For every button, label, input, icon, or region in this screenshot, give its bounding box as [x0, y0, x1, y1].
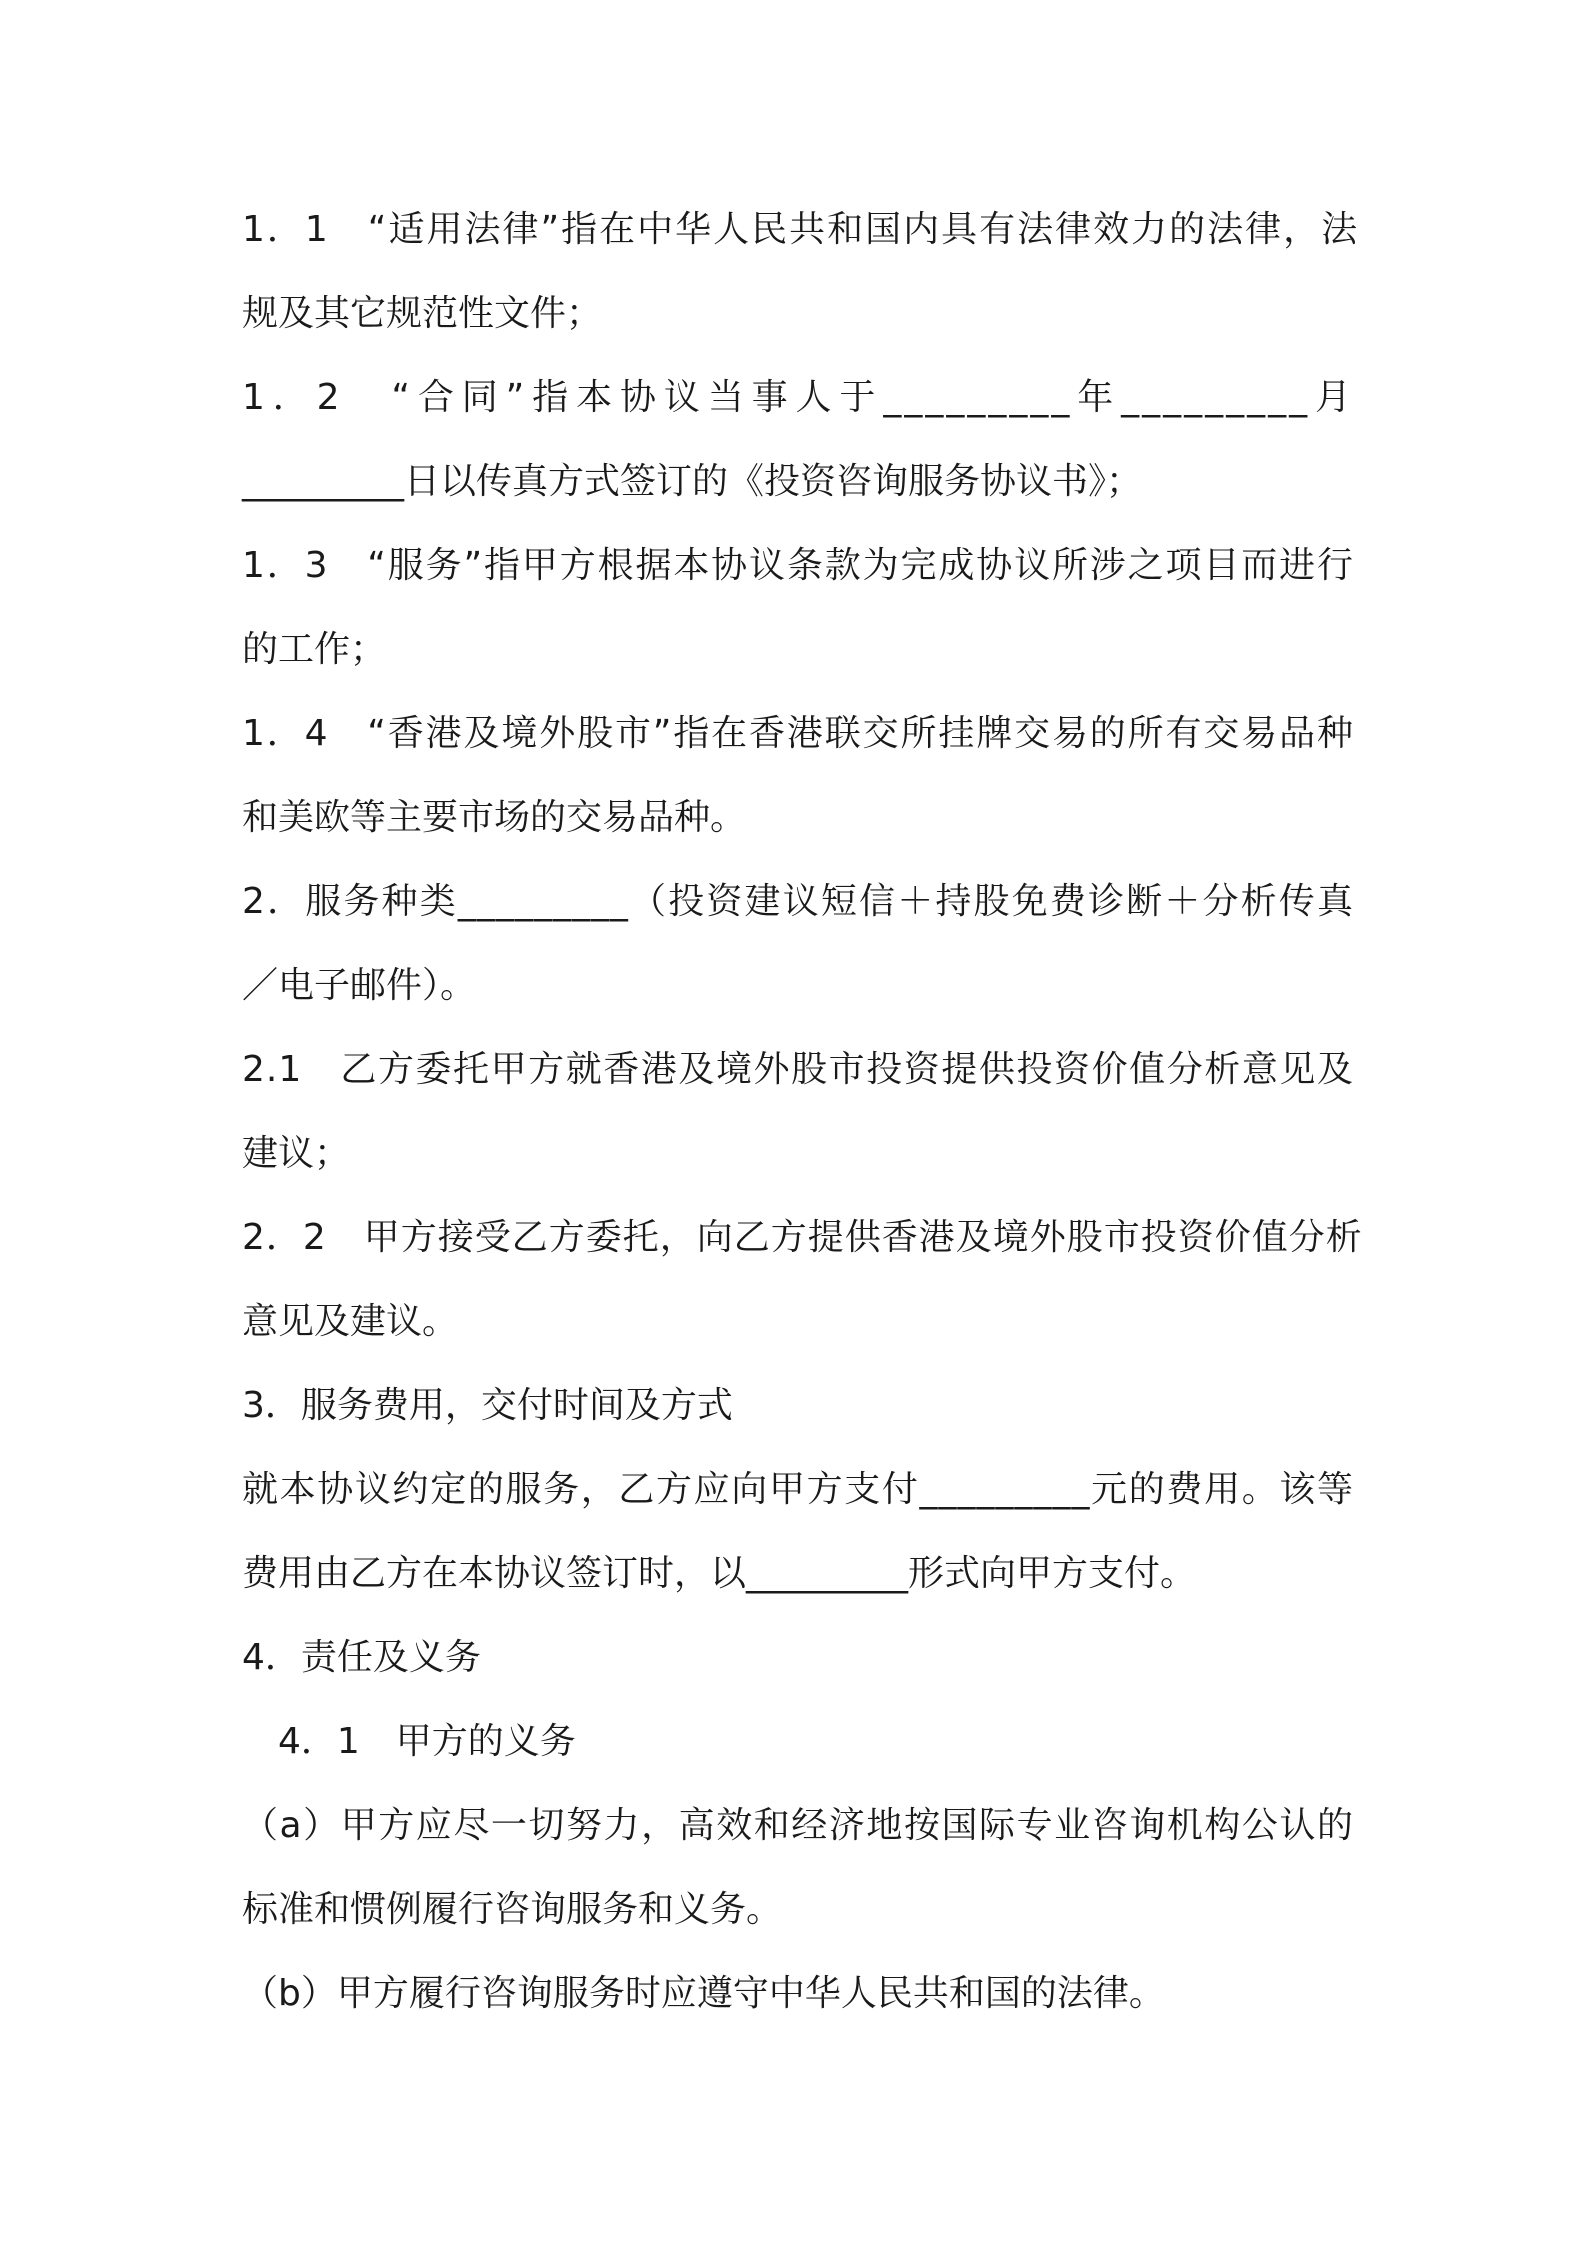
clause-2-line-2: ／电子邮件）。	[242, 965, 477, 1006]
clause-4-1-heading: 4．1 甲方的义务	[278, 1721, 576, 1762]
clause-2-2-line-2: 意见及建议。	[242, 1301, 459, 1342]
clause-1-1-line-2: 规及其它规范性文件；	[242, 293, 603, 334]
clause-1-4-line-1: 1．4 “香港及境外股市”指在香港联交所挂牌交易的所有交易品种	[242, 713, 1354, 754]
clause-3-heading: 3．服务费用，交付时间及方式	[242, 1385, 733, 1426]
clause-1-3-line-1: 1．3 “服务”指甲方根据本协议条款为完成协议所涉之项目而进行	[242, 545, 1354, 586]
clause-2-1-line-1: 2.1 乙方委托甲方就香港及境外股市投资提供投资价值分析意见及	[242, 1049, 1354, 1090]
clause-1-4-line-2: 和美欧等主要市场的交易品种。	[242, 797, 747, 838]
clause-4-heading: 4．责任及义务	[242, 1637, 481, 1678]
clause-1-1-line-1: 1．1 “适用法律”指在中华人民共和国内具有法律效力的法律，法	[242, 209, 1360, 250]
clause-4-1-a-line-1: （a）甲方应尽一切努力，高效和经济地按国际专业咨询机构公认的	[242, 1805, 1354, 1846]
clause-4-1-a-line-2: 标准和惯例履行咨询服务和义务。	[242, 1889, 783, 1930]
clause-3-line-2: 费用由乙方在本协议签订时，以_________形式向甲方支付。	[242, 1553, 1197, 1594]
clause-2-line-1: 2．服务种类_________（投资建议短信＋持股免费诊断＋分析传真	[242, 881, 1354, 922]
clause-1-2-line-2: _________日以传真方式签订的《投资咨询服务协议书》；	[242, 461, 1143, 502]
clause-2-2-line-1: 2．2 甲方接受乙方委托，向乙方提供香港及境外股市投资价值分析	[242, 1217, 1363, 1258]
clause-1-3-line-2: 的工作；	[242, 629, 387, 670]
clause-1-2-line-1: 1．2 “合同”指本协议当事人于_________年_________月	[242, 377, 1354, 418]
clause-4-1-b-line-1: （b）甲方履行咨询服务时应遵守中华人民共和国的法律。	[242, 1973, 1165, 2014]
clause-3-line-1: 就本协议约定的服务，乙方应向甲方支付_________元的费用。该等	[242, 1469, 1354, 1510]
clause-2-1-line-2: 建议；	[242, 1133, 351, 1174]
